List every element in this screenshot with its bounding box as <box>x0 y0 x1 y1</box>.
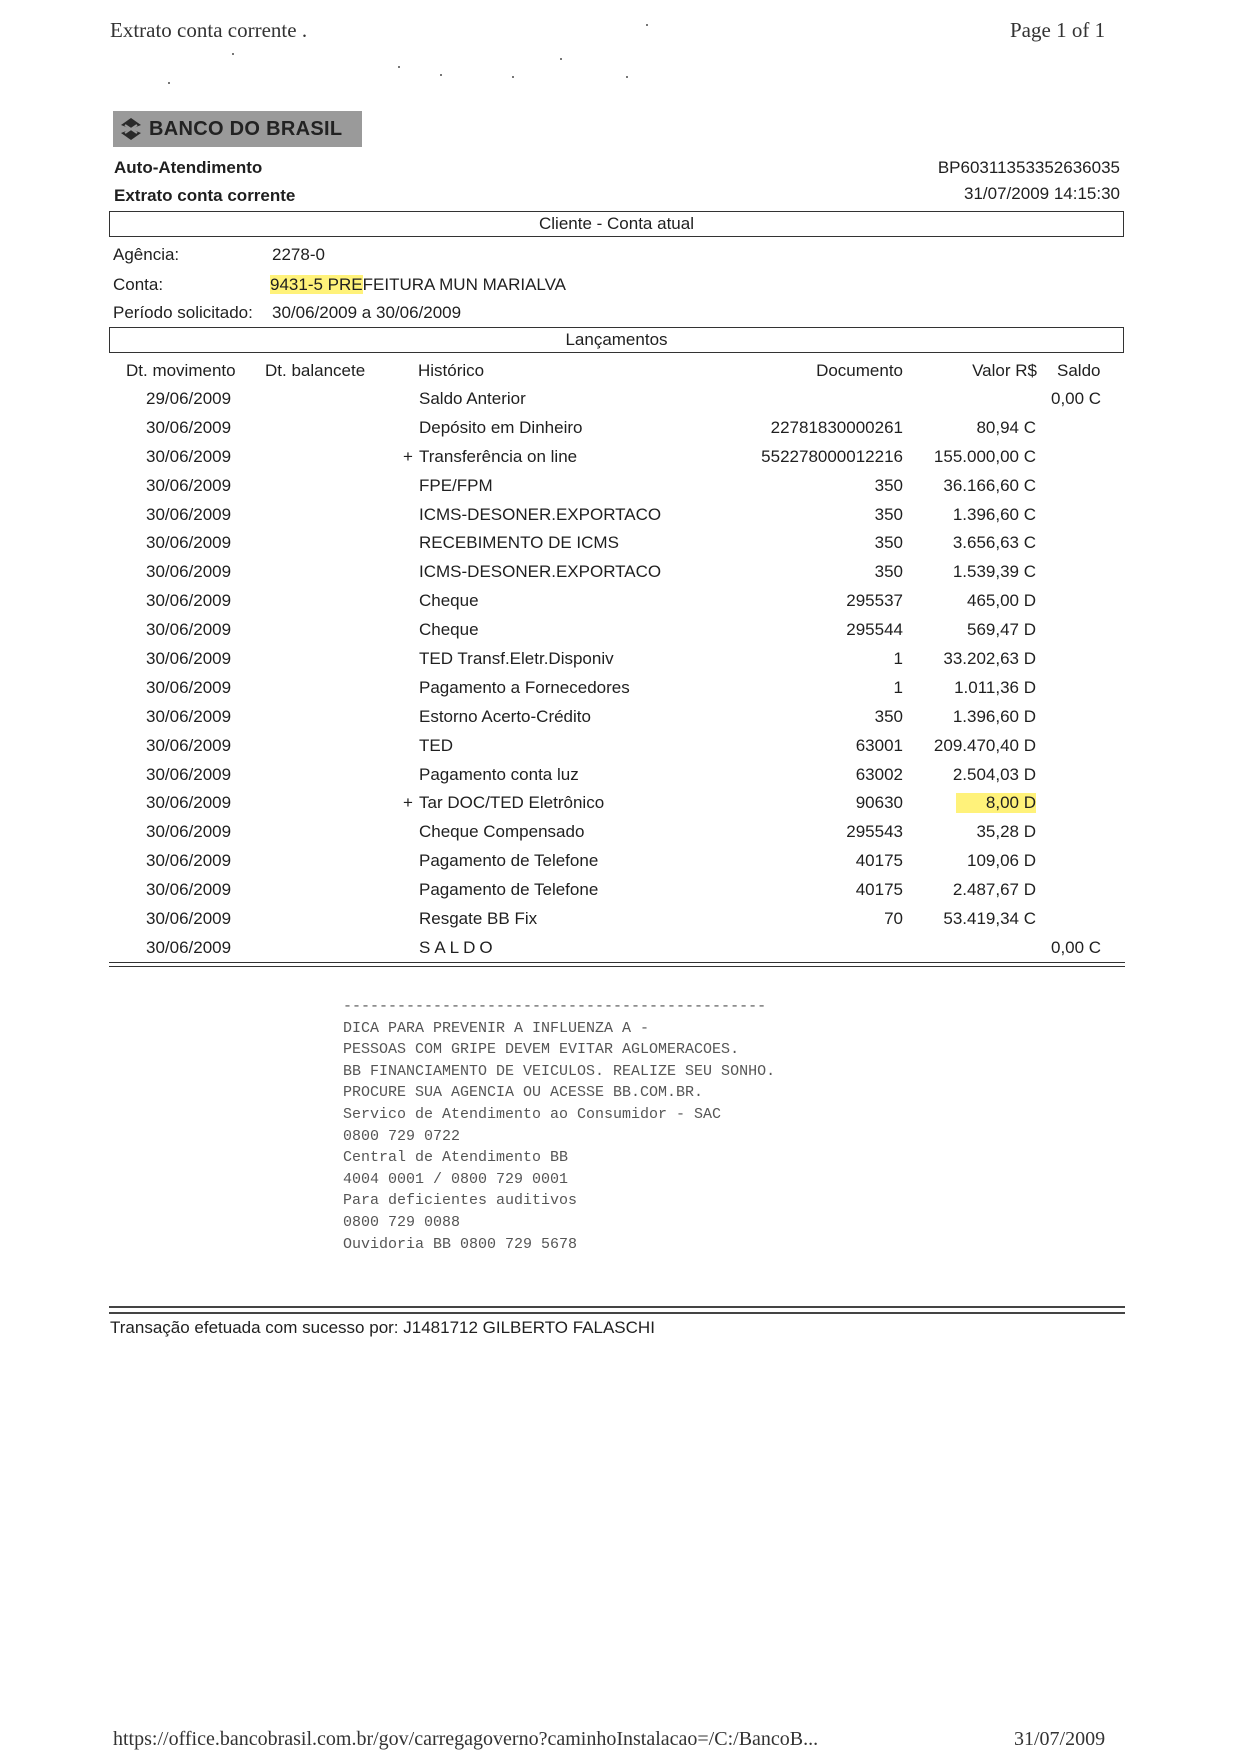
row-historico: Saldo Anterior <box>419 389 526 408</box>
row-date: 30/06/2009 <box>146 793 232 813</box>
row-historico: Depósito em Dinheiro <box>419 417 583 437</box>
row-date: 30/06/2009 <box>146 475 232 495</box>
row-date: 30/06/2009 <box>146 937 232 957</box>
row-documento: 295537 <box>846 591 903 611</box>
notice-line: PESSOAS COM GRIPE DEVEM EVITAR AGLOMERACOES. <box>343 1041 740 1059</box>
row-saldo: 0,00 C <box>1051 389 1102 408</box>
row-valor: 155.000,00 C <box>933 446 1036 466</box>
table-row <box>0 502 1244 531</box>
row-documento: 350 <box>874 533 903 553</box>
row-historico: ICMS-DESONER.EXPORTACO <box>419 504 662 524</box>
row-documento: 350 <box>874 562 903 582</box>
table-row <box>0 848 1244 877</box>
table-row <box>0 386 1244 415</box>
table-end-rule <box>109 962 1125 967</box>
table-row <box>0 906 1244 935</box>
row-historico: Cheque <box>419 620 479 640</box>
table-row <box>0 733 1244 762</box>
scan-speck <box>646 24 648 26</box>
print-footer-date: 31/07/2009 <box>1014 1728 1106 1750</box>
col-documento: Documento <box>816 361 903 380</box>
lancamentos-table <box>0 386 1244 964</box>
row-plus-marker: + <box>403 793 413 813</box>
notice-line: 0800 729 0722 <box>343 1127 461 1145</box>
notice-line: Servico de Atendimento ao Consumidor - SAC <box>343 1105 722 1123</box>
table-row <box>0 444 1244 473</box>
row-valor: 109,06 D <box>967 851 1036 871</box>
row-valor: 35,28 D <box>976 822 1036 842</box>
print-header-title: Extrato conta corrente . <box>110 18 308 42</box>
row-valor: 1.539,39 C <box>952 562 1036 582</box>
row-valor: 8,00 D <box>956 793 1036 813</box>
service-name: Auto-Atendimento <box>114 158 263 177</box>
row-historico: Transferência on line <box>419 446 578 466</box>
scan-speck <box>626 76 628 78</box>
lancamentos-section-header: Lançamentos <box>109 327 1124 353</box>
row-historico: FPE/FPM <box>419 475 493 495</box>
row-historico: Cheque Compensado <box>419 822 585 842</box>
row-documento: 1 <box>893 677 903 697</box>
table-row <box>0 790 1244 819</box>
notice-line: BB FINANCIAMENTO DE VEICULOS. REALIZE SEU SONHO. <box>343 1062 776 1080</box>
client-section-header: Cliente - Conta atual <box>109 211 1124 237</box>
table-row <box>0 762 1244 791</box>
row-documento: 350 <box>874 706 903 726</box>
agencia-label: Agência: <box>113 245 180 264</box>
document-datetime: 31/07/2009 14:15:30 <box>964 184 1120 203</box>
row-documento: 295543 <box>846 822 903 842</box>
row-historico: Pagamento conta luz <box>419 764 579 784</box>
row-date: 30/06/2009 <box>146 909 232 929</box>
scan-speck <box>512 76 514 78</box>
row-historico: TED <box>419 735 453 755</box>
row-date: 30/06/2009 <box>146 591 232 611</box>
notice-line: Para deficientes auditivos <box>343 1192 578 1210</box>
row-valor: 1.011,36 D <box>954 677 1036 697</box>
row-documento: 40175 <box>855 851 903 871</box>
table-row <box>0 473 1244 502</box>
scan-speck <box>560 58 562 60</box>
row-historico: Cheque <box>419 591 479 611</box>
print-footer-url: https://office.bancobrasil.com.br/gov/carregagoverno?caminhoInstalacao=/C:/BancoB... <box>113 1728 819 1750</box>
row-date: 30/06/2009 <box>146 822 232 842</box>
row-historico: Pagamento a Fornecedores <box>419 677 630 697</box>
row-historico: Resgate BB Fix <box>419 909 538 929</box>
row-documento: 40175 <box>855 880 903 900</box>
row-valor: 2.504,03 D <box>952 764 1036 784</box>
periodo-label: Período solicitado: <box>113 303 253 322</box>
row-valor: 36.166,60 C <box>943 475 1036 495</box>
row-date: 30/06/2009 <box>146 562 232 582</box>
row-historico: Pagamento de Telefone <box>419 851 599 871</box>
periodo-value: 30/06/2009 a 30/06/2009 <box>272 303 462 322</box>
conta-value <box>270 275 566 295</box>
table-row <box>0 646 1244 675</box>
row-historico: Pagamento de Telefone <box>419 880 599 900</box>
row-documento: 22781830000261 <box>770 417 903 437</box>
table-row <box>0 704 1244 733</box>
row-documento: 63002 <box>855 764 903 784</box>
row-documento: 90630 <box>855 793 903 813</box>
row-valor: 3.656,63 C <box>952 533 1036 553</box>
table-row <box>0 415 1244 444</box>
col-dt-movimento: Dt. movimento <box>126 361 236 380</box>
notice-block <box>343 996 775 1255</box>
row-valor: 80,94 C <box>976 417 1036 437</box>
notice-line: Central de Atendimento BB <box>343 1149 569 1167</box>
row-saldo: 0,00 C <box>1051 937 1102 957</box>
row-valor: 53.419,34 C <box>943 909 1036 929</box>
row-valor: 465,00 D <box>967 591 1036 611</box>
row-date: 30/06/2009 <box>146 880 232 900</box>
row-documento: 552278000012216 <box>761 446 903 466</box>
row-valor: 1.396,60 C <box>952 504 1036 524</box>
notice-line: 4004 0001 / 0800 729 0001 <box>343 1170 569 1188</box>
col-dt-balancete: Dt. balancete <box>265 361 366 380</box>
col-historico: Histórico <box>418 361 485 380</box>
scan-speck <box>232 53 234 55</box>
row-documento: 295544 <box>846 620 903 640</box>
scan-speck <box>440 74 442 76</box>
table-row <box>0 877 1244 906</box>
table-row <box>0 530 1244 559</box>
notice-line: DICA PARA PREVENIR A INFLUENZA A - <box>343 1019 650 1037</box>
row-valor: 2.487,67 D <box>952 880 1036 900</box>
row-date: 30/06/2009 <box>146 533 232 553</box>
row-date: 30/06/2009 <box>146 620 232 640</box>
row-valor: 569,47 D <box>967 620 1036 640</box>
notice-line: Ouvidoria BB 0800 729 5678 <box>343 1235 578 1253</box>
row-date: 30/06/2009 <box>146 706 232 726</box>
transaction-confirmation: Transação efetuada com sucesso por: J1481712 GILBERTO FALASCHI <box>110 1318 655 1337</box>
bank-logo <box>113 111 362 147</box>
scan-speck <box>168 82 170 84</box>
col-saldo: Saldo <box>1057 361 1101 380</box>
row-documento: 70 <box>884 909 903 929</box>
row-valor: 33.202,63 D <box>943 649 1036 669</box>
logo-text: BANCO DO BRASIL <box>149 117 343 140</box>
row-date: 29/06/2009 <box>146 389 232 408</box>
row-historico: RECEBIMENTO DE ICMS <box>419 533 619 553</box>
document-title: Extrato conta corrente <box>114 186 296 205</box>
row-documento: 63001 <box>855 735 903 755</box>
table-row <box>0 617 1244 646</box>
row-valor: 209.470,40 D <box>933 735 1036 755</box>
row-valor: 1.396,60 D <box>952 706 1036 726</box>
row-date: 30/06/2009 <box>146 649 232 669</box>
table-row <box>0 588 1244 617</box>
row-date: 30/06/2009 <box>146 764 232 784</box>
row-documento: 350 <box>874 504 903 524</box>
protocol-number: BP60311353352636035 <box>937 158 1120 177</box>
table-row <box>0 675 1244 704</box>
table-row <box>0 559 1244 588</box>
footer-rule <box>109 1306 1125 1314</box>
row-documento: 1 <box>893 649 903 669</box>
row-historico: ICMS-DESONER.EXPORTACO <box>419 562 662 582</box>
scan-speck <box>398 66 400 68</box>
notice-line: 0800 729 0088 <box>343 1213 461 1231</box>
notice-line: PROCURE SUA AGENCIA OU ACESSE BB.COM.BR. <box>343 1084 704 1102</box>
row-date: 30/06/2009 <box>146 735 232 755</box>
notice-separator: ----------------------------------------------- <box>343 998 767 1015</box>
bb-logo-icon <box>119 117 143 141</box>
table-row <box>0 819 1244 848</box>
conta-highlighted: 9431-5 PRE <box>270 275 363 294</box>
row-date: 30/06/2009 <box>146 417 232 437</box>
conta-label: Conta: <box>113 275 164 294</box>
col-valor: Valor R$ <box>972 361 1037 380</box>
row-historico: SALDO <box>419 937 497 957</box>
row-historico: Tar DOC/TED Eletrônico <box>419 793 605 813</box>
row-historico: Estorno Acerto-Crédito <box>419 706 591 726</box>
row-documento: 350 <box>874 475 903 495</box>
page-indicator: Page 1 of 1 <box>1010 18 1106 42</box>
row-date: 30/06/2009 <box>146 446 232 466</box>
row-historico: TED Transf.Eletr.Disponiv <box>419 649 614 669</box>
row-date: 30/06/2009 <box>146 504 232 524</box>
row-date: 30/06/2009 <box>146 851 232 871</box>
agencia-value: 2278-0 <box>272 245 325 264</box>
table-row <box>0 935 1244 964</box>
row-date: 30/06/2009 <box>146 677 232 697</box>
conta-name: FEITURA MUN MARIALVA <box>362 275 567 294</box>
row-plus-marker: + <box>403 446 413 466</box>
